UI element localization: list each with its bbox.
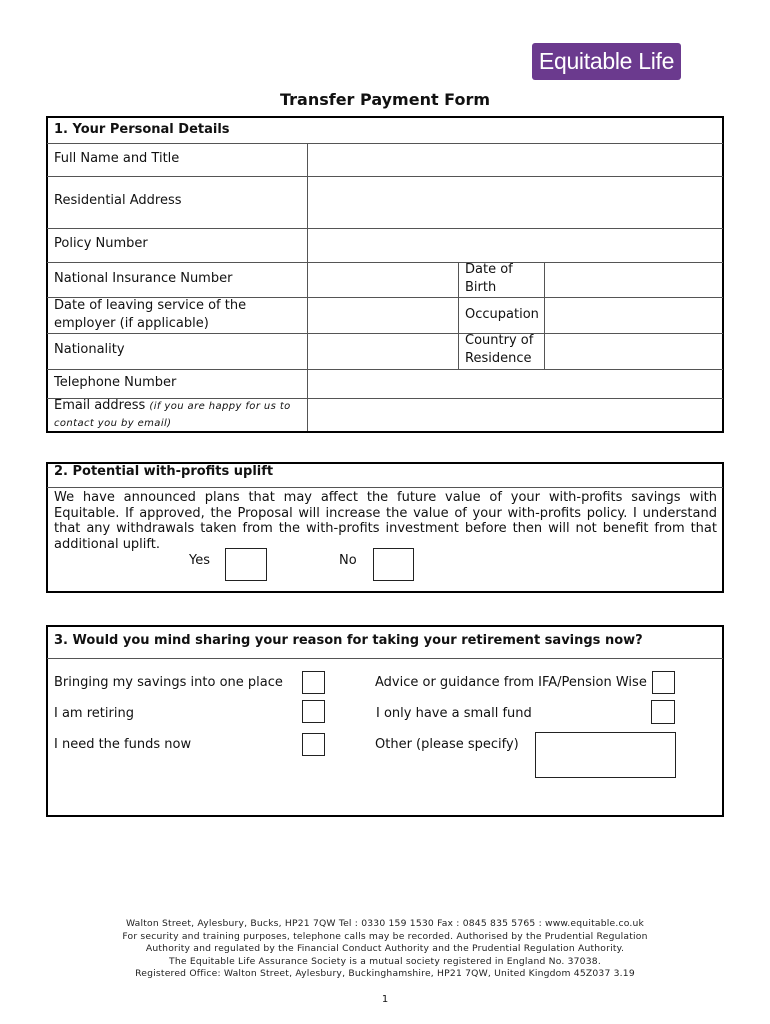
date-leaving-input[interactable] xyxy=(309,299,457,332)
label-telephone: Telephone Number xyxy=(54,375,177,390)
yes-checkbox[interactable] xyxy=(225,548,267,581)
label-opt-savings: Bringing my savings into one place xyxy=(54,675,283,690)
section3-heading: 3. Would you mind sharing your reason for taking your retirement savings now? xyxy=(54,633,643,648)
no-checkbox[interactable] xyxy=(373,548,414,581)
equitable-life-logo: Equitable Life xyxy=(532,43,681,80)
other-specify-input[interactable] xyxy=(535,732,676,778)
label-email xyxy=(54,398,304,432)
footer-line-4: The Equitable Life Assurance Society is a mutual society registered in England No. 37038. xyxy=(169,955,601,967)
footer-line-5: Registered Office: Walton Street, Aylesbury, Buckinghamshire, HP21 7QW, United Kingdom 45Z037 3.19 xyxy=(135,968,635,980)
email-note: (if you are happy for us to contact you by email) xyxy=(54,401,291,429)
occupation-input[interactable] xyxy=(546,299,721,332)
footer-line-2: For security and training purposes, telephone calls may be recorded. Authorised by the Prudential Regulation xyxy=(122,930,648,942)
form-title: Transfer Payment Form xyxy=(279,90,491,109)
full-name-input[interactable] xyxy=(309,145,721,175)
section2-body: We have announced plans that may affect the future value of your with-profits savings with Equitable. If approved, the Proposal will increase the value of your with-profits policy. I understand that any withdrawals taken from the with-profits investment before then will not benefit from that additional uplift. xyxy=(54,490,717,552)
label-date-of-birth: Date of Birth xyxy=(465,262,513,295)
savings-checkbox[interactable] xyxy=(302,671,325,694)
funds-checkbox[interactable] xyxy=(302,733,325,756)
label-ni-number: National Insurance Number xyxy=(54,271,233,286)
label-opt-other: Other (please specify) xyxy=(375,737,519,752)
label-opt-funds: I need the funds now xyxy=(54,737,192,752)
policy-number-input[interactable] xyxy=(309,230,721,261)
telephone-input[interactable] xyxy=(309,371,721,397)
country-of-residence-input[interactable] xyxy=(546,335,721,368)
label-yes: Yes xyxy=(189,553,210,568)
retiring-checkbox[interactable] xyxy=(302,700,325,723)
residential-address-input[interactable] xyxy=(309,178,721,227)
email-input[interactable] xyxy=(309,400,721,430)
label-policy-number: Policy Number xyxy=(54,236,148,251)
section1-heading: 1. Your Personal Details xyxy=(54,122,230,137)
label-no: No xyxy=(339,553,357,568)
footer xyxy=(0,918,770,981)
label-occupation: Occupation xyxy=(465,307,539,322)
page-number: 1 xyxy=(381,994,389,1005)
footer-line-3: Authority and regulated by the Financial Conduct Authority and the Prudential Regulation Authority. xyxy=(145,943,625,955)
label-country-of-residence: Country of Residence xyxy=(465,333,534,366)
email-label-text: Email address xyxy=(54,398,146,413)
label-residential-address: Residential Address xyxy=(54,193,182,208)
advice-checkbox[interactable] xyxy=(652,671,675,694)
footer-line-1: Walton Street, Aylesbury, Bucks, HP21 7QW Tel : 0330 159 1530 Fax : 0845 835 5765 : www.equitable.co.uk xyxy=(125,918,645,929)
label-opt-advice: Advice or guidance from IFA/Pension Wise xyxy=(375,675,647,690)
label-nationality: Nationality xyxy=(54,342,125,357)
date-of-birth-input[interactable] xyxy=(546,264,721,296)
ni-number-input[interactable] xyxy=(309,264,457,296)
section2-heading: 2. Potential with-profits uplift xyxy=(54,464,274,479)
label-date-leaving: Date of leaving service of the employer (if applicable) xyxy=(54,298,247,331)
small-fund-checkbox[interactable] xyxy=(651,700,675,724)
label-full-name: Full Name and Title xyxy=(54,151,180,166)
label-opt-retiring: I am retiring xyxy=(54,706,134,721)
nationality-input[interactable] xyxy=(309,335,457,368)
label-opt-small-fund: I only have a small fund xyxy=(376,706,532,721)
